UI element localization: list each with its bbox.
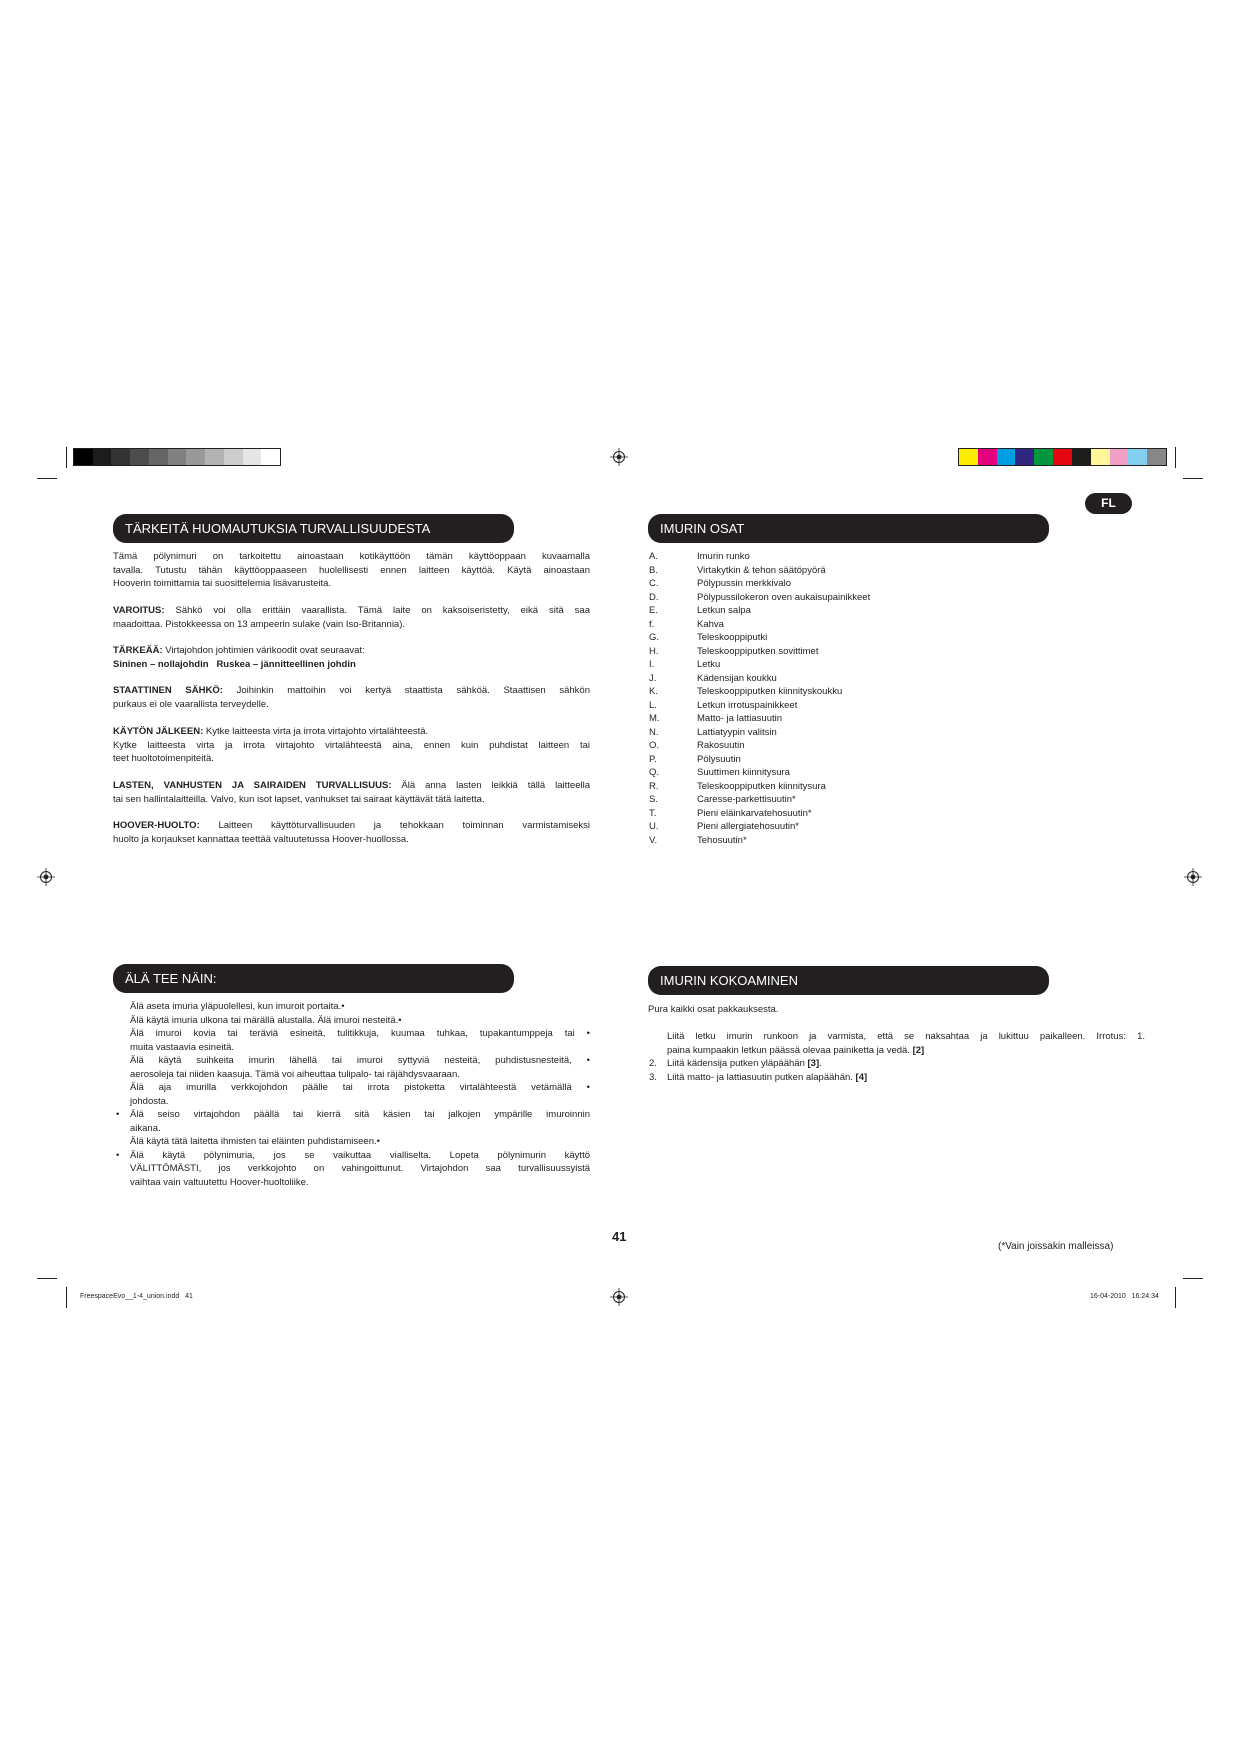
dont-line: aikana. xyxy=(130,1122,161,1134)
safety-paragraph xyxy=(113,550,590,591)
registration-mark-icon xyxy=(610,1288,628,1306)
slug-timestamp xyxy=(1090,1292,1159,1302)
parts-item xyxy=(649,793,1089,807)
trim-line-bottom-right xyxy=(1175,1287,1176,1308)
parts-letter: K. xyxy=(649,686,658,697)
gray-swatch xyxy=(93,449,112,465)
parts-name: Letkun irrotuspainikkeet xyxy=(697,699,798,711)
parts-name: Pölypussilokeron oven aukaisupainikkeet xyxy=(697,591,871,603)
safety-line xyxy=(113,819,590,833)
safety-text: Laitteen käyttöturvallisuuden ja tehokkaan toiminnan varmistamiseksi xyxy=(218,820,590,831)
service-label: HOOVER-HUOLTO: xyxy=(113,820,200,831)
parts-item xyxy=(649,807,1089,821)
parts-item xyxy=(649,834,1089,848)
safety-heading: TÄRKEITÄ HUOMAUTUKSIA TURVALLISUUDESTA xyxy=(113,514,514,543)
parts-name: Kädensijan koukku xyxy=(697,672,777,684)
warning-paragraph xyxy=(113,604,590,631)
parts-letter: G. xyxy=(649,632,660,643)
parts-item xyxy=(649,604,1089,618)
service-paragraph xyxy=(113,819,590,846)
parts-item xyxy=(649,753,1089,767)
dont-line: Älä aseta imuria yläpuolellesi, kun imuroit portaita.• xyxy=(130,1001,345,1012)
assembly-step-line xyxy=(649,1057,1145,1071)
children-safety-label: LASTEN, VANHUSTEN JA SAIRAIDEN TURVALLISUUS: xyxy=(113,780,392,791)
parts-letter: V. xyxy=(649,834,658,846)
parts-letter: E. xyxy=(649,605,658,616)
assembly-step-line: Liitä letku imurin runkoon ja varmista, että se naksahtaa ja lukittuu paikalleen. Irrotus: 1. xyxy=(667,1031,1145,1042)
figure-reference: [4] xyxy=(855,1071,868,1083)
safety-line: tai sen hallintalaitteilla. Valvo, kun isot lapset, vanhukset tai sairaat käyttävät tätä laitetta. xyxy=(113,793,485,805)
trim-line-top-left xyxy=(66,447,67,468)
parts-item xyxy=(649,550,1089,564)
color-swatch xyxy=(1034,449,1053,465)
safety-line: huolto ja korjaukset kannattaa teettää valtuutetussa Hoover-huollossa. xyxy=(113,833,409,845)
registration-mark-icon xyxy=(1184,868,1202,886)
registration-mark-icon xyxy=(610,448,628,466)
parts-letter: R. xyxy=(649,780,659,792)
step-number: 3. xyxy=(649,1071,657,1083)
parts-name: Caresse-parkettisuutin* xyxy=(697,794,796,805)
safety-line xyxy=(113,684,590,698)
parts-name: Pieni allergiatehosuutin* xyxy=(697,821,799,832)
safety-text: Älä anna lasten leikkiä tällä laitteella xyxy=(401,780,590,791)
safety-line xyxy=(113,725,590,739)
crop-mark-top-left xyxy=(37,478,57,479)
safety-text: Virtajohdon johtimien värikoodit ovat seuraavat: xyxy=(165,645,365,656)
step-number: 2. xyxy=(649,1058,657,1069)
slug-file xyxy=(80,1292,193,1302)
parts-letter: D. xyxy=(649,591,659,603)
color-swatch xyxy=(978,449,997,465)
registration-mark-icon xyxy=(37,868,55,886)
dont-line: johdosta. xyxy=(130,1095,169,1107)
parts-letter: H. xyxy=(649,645,659,657)
children-safety-paragraph xyxy=(113,779,590,806)
safety-text: Joihinkin mattoihin voi kertyä staattista sähköä. Staattisen sähkön xyxy=(236,685,590,696)
static-label: STAATTINEN SÄHKÖ: xyxy=(113,685,223,696)
parts-item xyxy=(649,564,1089,578)
crop-mark-bottom-left xyxy=(37,1278,57,1279)
parts-name: Pieni eläinkarvatehosuutin* xyxy=(697,807,812,819)
dont-line: Älä käytä imuria ulkona tai märällä alustalla. Älä imuroi nesteitä.• xyxy=(130,1014,402,1026)
parts-letter: N. xyxy=(649,726,659,738)
color-swatch xyxy=(1091,449,1110,465)
color-swatch xyxy=(1053,449,1072,465)
dont-line: Älä imuroi kovia tai teräviä esineitä, tulitikkuja, kuumaa tuhkaa, tupakantumppeja tai • xyxy=(130,1028,590,1039)
assembly-heading: IMURIN KOKOAMINEN xyxy=(648,966,1049,995)
dont-text: Älä seiso virtajohdon päällä tai kierrä sitä käsien tai jalkojen ympärille imuroinnin xyxy=(130,1109,590,1120)
safety-line: maadoittaa. Pistokkeessa on 13 ampeerin sulake (vain Iso-Britannia). xyxy=(113,618,406,630)
page-number: 41 xyxy=(612,1229,627,1244)
crop-mark-top-right xyxy=(1183,478,1203,479)
dont-text: Älä käytä pölynimuria, jos se vaikuttaa vialliselta. Lopeta pölynimurin käyttö xyxy=(130,1149,590,1161)
assembly-steps xyxy=(649,1030,1145,1084)
parts-letter: I. xyxy=(649,659,655,670)
parts-letter: f. xyxy=(649,618,655,630)
color-swatch xyxy=(1128,449,1147,465)
safety-line: teet huoltotoimenpiteitä. xyxy=(113,753,214,764)
gray-swatch xyxy=(261,449,280,465)
parts-item xyxy=(649,645,1089,659)
parts-letter: B. xyxy=(649,564,658,576)
crop-mark-bottom-right xyxy=(1183,1278,1203,1279)
parts-name: Imurin runko xyxy=(697,551,750,562)
dont-line: muita vastaavia esineitä. xyxy=(130,1041,235,1053)
parts-name: Teleskooppiputki xyxy=(697,632,768,643)
color-swatch xyxy=(997,449,1016,465)
parts-letter: J. xyxy=(649,672,657,684)
safety-line: tavalla. Tutustu tähän käyttöoppaaseen huolellisesti ennen laitteen käyttöä. Käytä ainoastaan xyxy=(113,564,590,576)
safety-line: Hooverin toimittamia tai suosittelemia lisävarusteita. xyxy=(113,578,332,589)
gray-swatch xyxy=(130,449,149,465)
parts-letter: S. xyxy=(649,794,658,805)
assembly-intro: Pura kaikki osat pakkauksesta. xyxy=(648,1004,779,1015)
safety-line: purkaus ei ole vaarallista terveydelle. xyxy=(113,698,269,710)
safety-line xyxy=(113,604,590,618)
parts-item xyxy=(649,699,1089,713)
parts-item xyxy=(649,820,1089,834)
parts-item xyxy=(649,712,1089,726)
slug-page: 41 xyxy=(185,1293,193,1300)
parts-heading: IMURIN OSAT xyxy=(648,514,1049,543)
parts-name: Virtakytkin & tehon säätöpyörä xyxy=(697,564,826,576)
assembly-step-text: Liitä kädensija putken yläpäähän xyxy=(667,1058,808,1069)
assembly-step-text: Liitä matto- ja lattiasuutin putken alapäähän. xyxy=(667,1071,856,1083)
parts-name: Letkun salpa xyxy=(697,605,751,616)
gray-swatch xyxy=(74,449,93,465)
warning-label: VAROITUS: xyxy=(113,605,165,616)
important-label: TÄRKEÄÄ: xyxy=(113,645,163,656)
process-color-bar xyxy=(958,448,1167,466)
safety-line xyxy=(113,658,590,672)
safety-line xyxy=(113,779,590,793)
parts-item xyxy=(649,739,1089,753)
trim-line-top-right xyxy=(1175,447,1176,468)
color-swatch xyxy=(1147,449,1166,465)
parts-item xyxy=(649,591,1089,605)
bullet: • xyxy=(116,1149,120,1161)
parts-item xyxy=(649,780,1089,794)
parts-name: Teleskooppiputken sovittimet xyxy=(697,645,819,657)
parts-name: Pölypussin merkkivalo xyxy=(697,578,791,589)
parts-letter: C. xyxy=(649,578,659,589)
parts-item xyxy=(649,726,1089,740)
parts-letter: O. xyxy=(649,740,660,751)
safety-text: Kytke laitteesta virta ja irrota virtajohto virtalähteestä. xyxy=(205,726,429,737)
slug-date: 16-04-2010 xyxy=(1090,1293,1126,1300)
dont-line: VÄLITTÖMÄSTI, jos verkkojohto on vahingoittunut. Virtajohdon saa turvallisuussyistä xyxy=(130,1163,590,1174)
language-badge: FL xyxy=(1085,493,1132,514)
dont-line: vaihtaa vain valtuutettu Hoover-huoltoliike. xyxy=(130,1176,309,1188)
parts-name: Teleskooppiputken kiinnityskoukku xyxy=(697,686,843,697)
dont-line xyxy=(116,1108,590,1122)
gray-swatch xyxy=(243,449,262,465)
dont-list xyxy=(116,1000,590,1189)
bullet: • xyxy=(116,1109,120,1120)
gray-swatch xyxy=(168,449,187,465)
parts-item xyxy=(649,658,1089,672)
parts-name: Pölysuutin xyxy=(697,753,741,765)
color-swatch xyxy=(1015,449,1034,465)
dont-line: Älä käytä suihkeita imurin lähellä tai imuroi syttyviä nesteitä, puhdistusnesteitä, • xyxy=(130,1055,590,1066)
parts-list xyxy=(649,550,1089,847)
parts-item xyxy=(649,672,1089,686)
gray-swatch xyxy=(186,449,205,465)
gray-swatch xyxy=(205,449,224,465)
parts-letter: L. xyxy=(649,699,657,711)
parts-letter: Q. xyxy=(649,767,660,778)
parts-letter: T. xyxy=(649,807,657,819)
assembly-step-suffix: . xyxy=(819,1058,822,1069)
dont-line: Älä aja imurilla verkkojohdon päälle tai irrota pistoketta virtalähteestä vetämällä • xyxy=(130,1082,590,1093)
slug-time: 16:24:34 xyxy=(1131,1293,1159,1300)
safety-line xyxy=(113,644,590,658)
parts-name: Teleskooppiputken kiinnitysura xyxy=(697,780,826,792)
safety-line: Tämä pölynimuri on tarkoitettu ainoastaan kotikäyttöön tämän käyttöoppaan kuvaamalla xyxy=(113,551,590,562)
parts-name: Kahva xyxy=(697,618,724,630)
parts-item xyxy=(649,577,1089,591)
safety-line: Kytke laitteesta virta ja irrota virtajohto virtalähteestä aina, ennen kuin puhdistat laitteen tai xyxy=(113,739,590,751)
dont-line xyxy=(116,1149,590,1163)
parts-letter: U. xyxy=(649,821,659,832)
after-use-label: KÄYTÖN JÄLKEEN: xyxy=(113,726,204,737)
assembly-step-text: paina kumpaakin letkun päässä olevaa painiketta ja vedä. xyxy=(667,1044,913,1056)
gray-swatch xyxy=(224,449,243,465)
important-paragraph xyxy=(113,644,590,671)
color-swatch xyxy=(1072,449,1091,465)
color-swatch xyxy=(1110,449,1129,465)
parts-name: Letku xyxy=(697,659,721,670)
wire-color-codes: Sininen – nollajohdin Ruskea – jännitteellinen johdin xyxy=(113,658,356,670)
parts-letter: M. xyxy=(649,713,660,724)
dont-heading: ÄLÄ TEE NÄIN: xyxy=(113,964,514,993)
gray-swatch xyxy=(111,449,130,465)
parts-item xyxy=(649,766,1089,780)
gray-swatch xyxy=(149,449,168,465)
parts-name: Lattiatyypin valitsin xyxy=(697,726,777,738)
parts-name: Tehosuutin* xyxy=(697,834,747,846)
slug-filename: FreespaceEvo__1-4_union.indd xyxy=(80,1293,180,1300)
grayscale-color-bar xyxy=(73,448,281,466)
safety-text: Sähkö voi olla erittäin vaarallista. Tämä laite on kaksoiseristetty, eikä sitä saa xyxy=(175,605,590,616)
trim-line-bottom-left xyxy=(66,1287,67,1308)
parts-letter: A. xyxy=(649,551,658,562)
color-swatch xyxy=(959,449,978,465)
after-use-paragraph xyxy=(113,725,590,766)
dont-line: aerosoleja tai niiden kaasuja. Tämä voi aiheuttaa tulipalo- tai räjähdysvaaraan. xyxy=(130,1068,460,1080)
parts-name: Suuttimen kiinnitysura xyxy=(697,767,790,778)
figure-reference: [2] xyxy=(912,1044,925,1056)
parts-letter: P. xyxy=(649,753,657,765)
static-paragraph xyxy=(113,684,590,711)
parts-item xyxy=(649,685,1089,699)
dont-line: Älä käytä tätä laitetta ihmisten tai eläinten puhdistamiseen.• xyxy=(130,1136,380,1147)
assembly-step-line xyxy=(649,1071,1145,1085)
footnote: (*Vain joissakin malleissa) xyxy=(998,1241,1114,1252)
parts-name: Rakosuutin xyxy=(697,740,745,751)
parts-item xyxy=(649,631,1089,645)
parts-item xyxy=(649,618,1089,632)
assembly-step-line xyxy=(649,1044,1145,1058)
figure-reference: [3] xyxy=(807,1058,820,1069)
parts-name: Matto- ja lattiasuutin xyxy=(697,713,783,724)
